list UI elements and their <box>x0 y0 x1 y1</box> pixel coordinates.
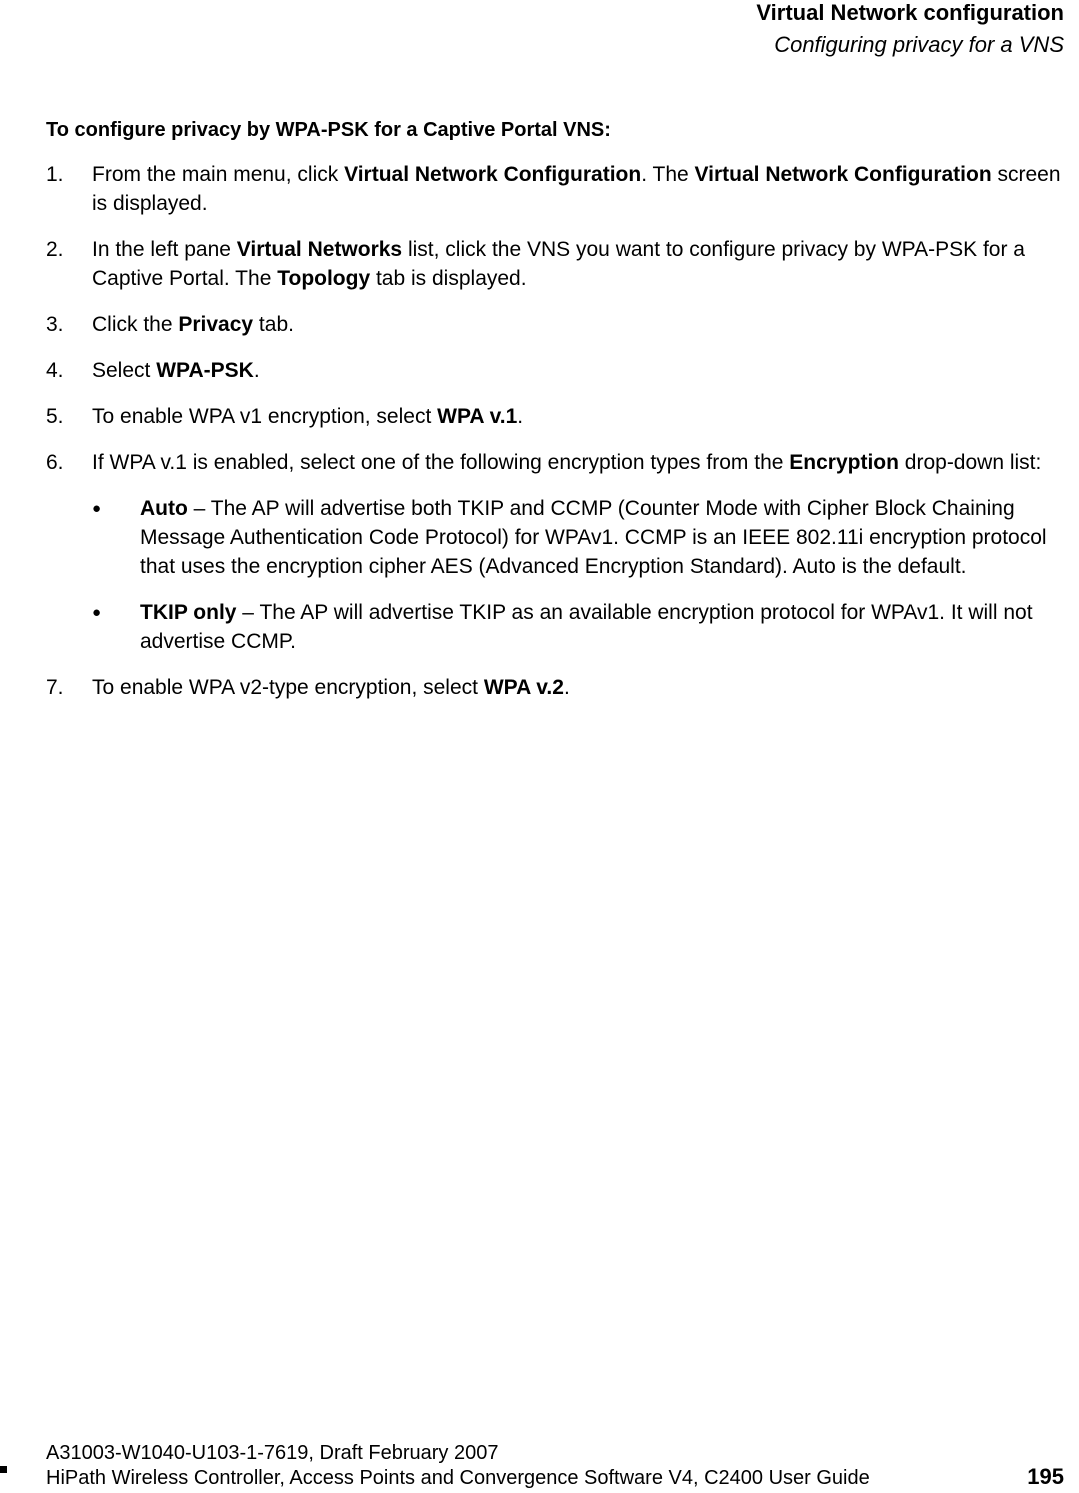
ui-term-wpa-psk: WPA-PSK <box>156 359 254 382</box>
option-description: – The AP will advertise TKIP as an available encryption protocol for WPAv1. It will not advertise CCMP. <box>140 601 1033 653</box>
ui-term-wpa-v2: WPA v.2 <box>483 676 564 699</box>
procedure-heading: To configure privacy by WPA-PSK for a Captive Portal VNS: <box>46 119 611 141</box>
ui-term-topology: Topology <box>277 267 371 290</box>
step-text <box>92 359 260 382</box>
step-number: 7. <box>46 676 64 699</box>
step-text-part: . <box>253 359 260 382</box>
step-text-part: . The <box>641 163 695 186</box>
step-3 <box>46 310 1076 339</box>
step-text <box>92 163 1061 215</box>
option-description: – The AP will advertise both TKIP and CCMP (Counter Mode with Cipher Block Chaining Message Authentication Code Protocol) for WPAv1. CCMP is an IEEE 802.11i encryption protocol that uses the encryption cipher AES (Advanced Encryption Standard). Auto is the default. <box>140 497 1047 578</box>
bullet-icon: ● <box>92 604 102 621</box>
bullet-icon: ● <box>92 500 102 517</box>
page-number: 195 <box>1027 1464 1064 1489</box>
step-text-part: To enable WPA v1 encryption, select <box>92 405 438 428</box>
step-number: 2. <box>46 238 64 261</box>
step-number: 5. <box>46 405 64 428</box>
step-text-part: Click the <box>92 313 179 336</box>
step-text-part: From the main menu, click <box>92 163 345 186</box>
list-item <box>92 598 1076 656</box>
option-name-tkip-only: TKIP only <box>140 601 237 624</box>
step-text-part: In the left pane <box>92 238 237 261</box>
ui-term-virtual-network-configuration-screen: Virtual Network Configuration <box>694 163 992 186</box>
step-number: 4. <box>46 359 64 382</box>
procedure-steps <box>46 160 1076 719</box>
step-text-part: If WPA v.1 is enabled, select one of the following encryption types from the <box>92 451 790 474</box>
option-name-auto: Auto <box>140 497 188 520</box>
ui-term-virtual-network-configuration: Virtual Network Configuration <box>344 163 642 186</box>
step-text-part: Select <box>92 359 157 382</box>
step-text-part: To enable WPA v2-type encryption, select <box>92 676 484 699</box>
step-number: 6. <box>46 451 64 474</box>
step-number: 3. <box>46 313 64 336</box>
footer-doc-id: A31003-W1040-U103-1-7619, Draft February 2007 <box>46 1442 499 1464</box>
footer-guide-title: HiPath Wireless Controller, Access Points and Convergence Software V4, C2400 User Guide <box>46 1467 870 1489</box>
step-7 <box>46 673 1076 702</box>
footer-marker-icon <box>0 1466 7 1473</box>
ui-term-virtual-networks: Virtual Networks <box>236 238 403 261</box>
step-1 <box>46 160 1076 218</box>
step-5 <box>46 402 1076 431</box>
step-text-part: drop-down list: <box>898 451 1042 474</box>
running-header-subtitle: Configuring privacy for a VNS <box>774 32 1064 57</box>
step-text <box>92 451 1041 474</box>
step-number: 1. <box>46 163 64 186</box>
ui-term-privacy: Privacy <box>178 313 254 336</box>
step-text-part: . <box>563 676 570 699</box>
step-text-part: screen is displayed. <box>92 163 1061 215</box>
step-text <box>92 405 523 428</box>
list-item <box>92 494 1076 581</box>
step-text <box>92 676 570 699</box>
ui-term-encryption: Encryption <box>789 451 899 474</box>
step-text <box>92 313 294 336</box>
ui-term-wpa-v1: WPA v.1 <box>437 405 518 428</box>
step-2 <box>46 235 1076 293</box>
step-text-part: list, click the VNS you want to configure privacy by WPA-PSK for a Captive Portal. The <box>92 238 1025 290</box>
step-text-part: tab is displayed. <box>370 267 527 290</box>
step-text-part: tab. <box>253 313 294 336</box>
step-6 <box>46 448 1076 656</box>
step-4 <box>46 356 1076 385</box>
running-header-title: Virtual Network configuration <box>756 0 1064 25</box>
step-text-part: . <box>517 405 524 428</box>
encryption-options-list <box>92 494 1076 656</box>
step-text <box>92 238 1025 290</box>
